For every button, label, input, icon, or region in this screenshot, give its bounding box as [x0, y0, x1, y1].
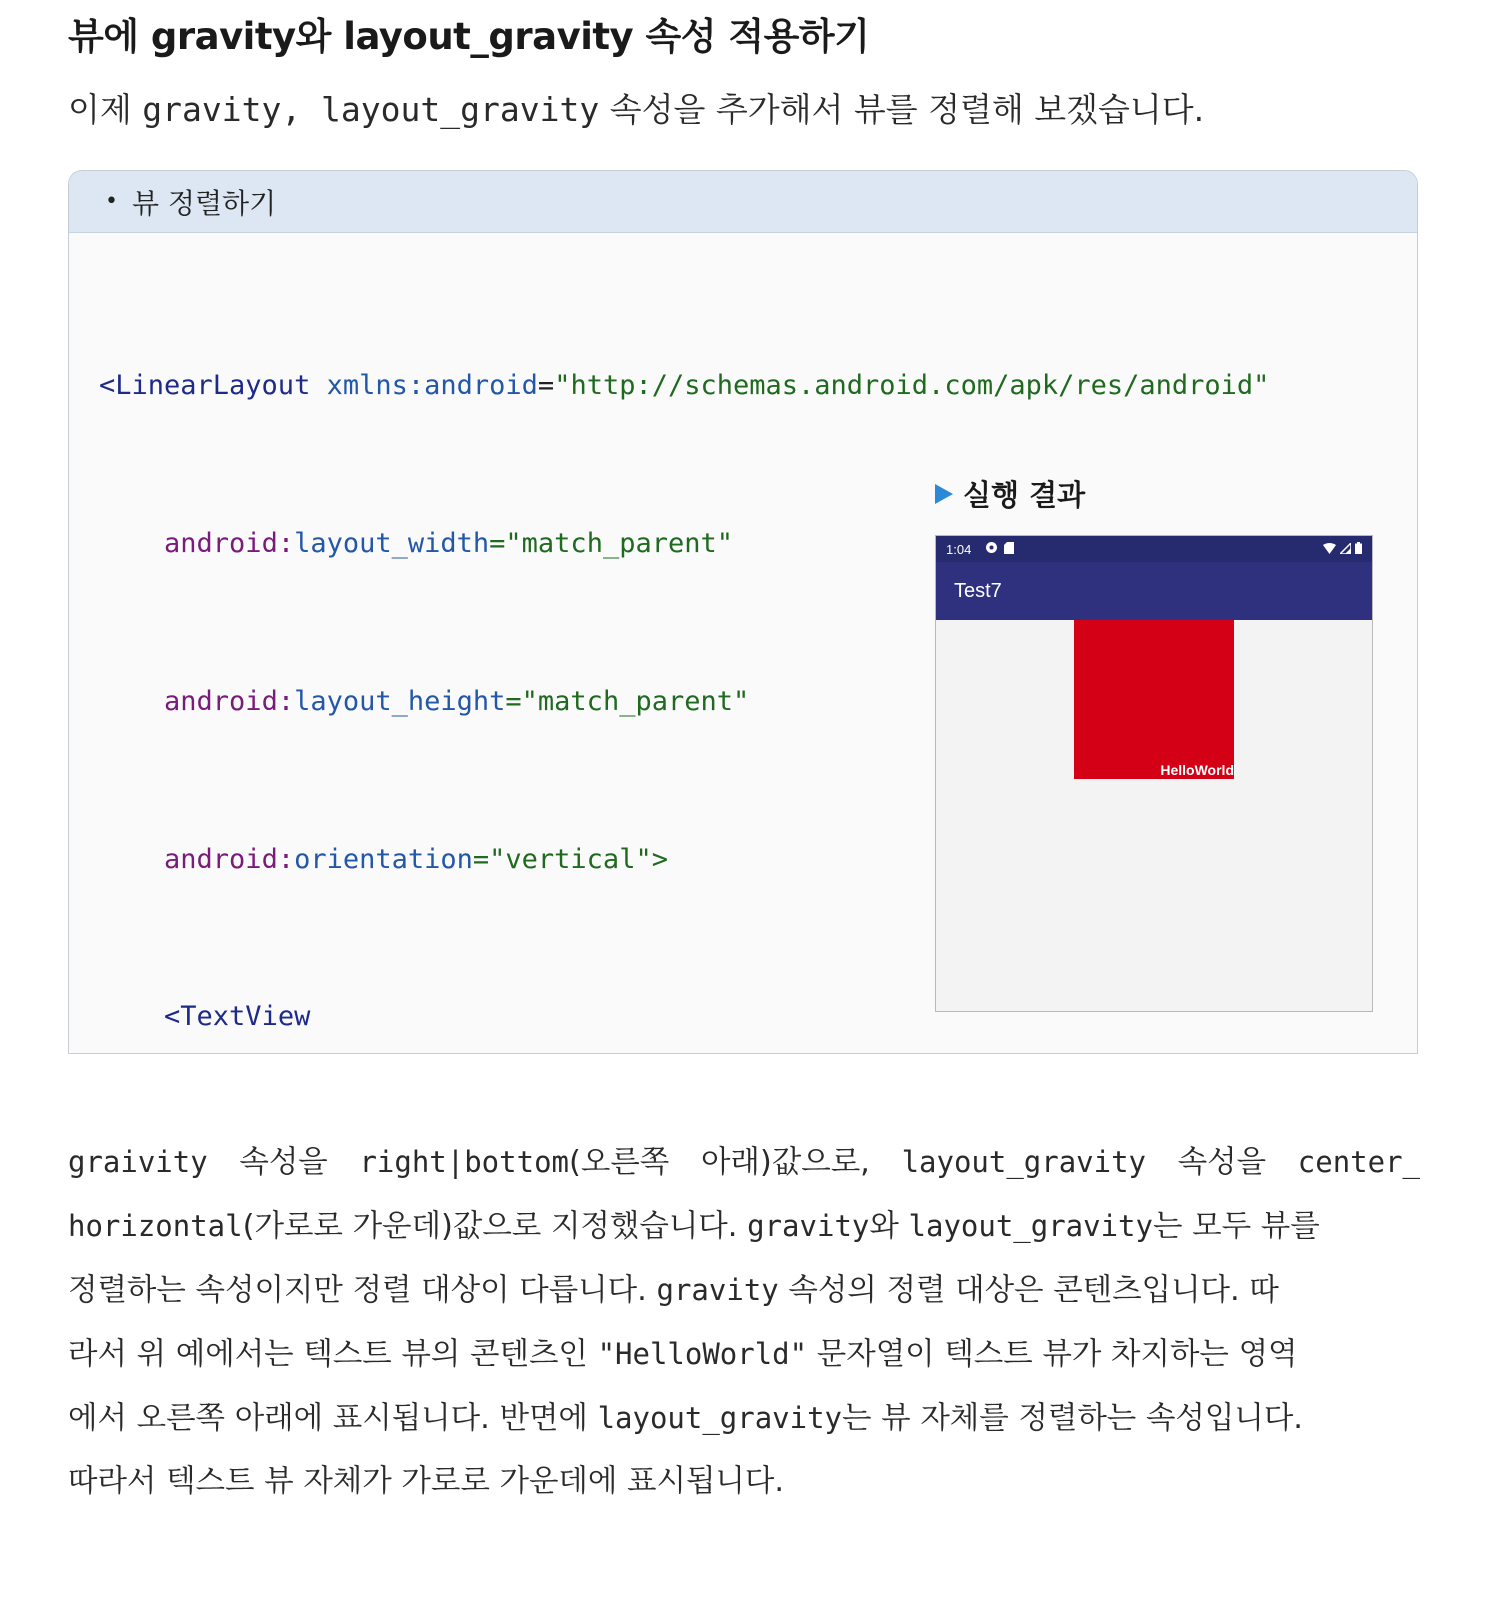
- bullet-icon: •: [105, 189, 118, 214]
- code-box-title: 뷰 정렬하기: [131, 186, 277, 220]
- inline-code: "HelloWorld": [597, 1337, 808, 1371]
- text: 문자열이 텍스트 뷰가 차지하는 영역: [807, 1337, 1298, 1372]
- text: 에서 오른쪽 아래에 표시됩니다. 반면에: [68, 1401, 598, 1436]
- status-bar: [936, 536, 1372, 562]
- code-value: ="vertical">: [472, 843, 668, 875]
- text: 는 모두 뷰를: [1152, 1209, 1320, 1244]
- text: 정렬하는 속성이지만 정렬 대상이 다릅니다.: [68, 1273, 657, 1308]
- battery-icon: [1355, 542, 1362, 557]
- gear-icon: [985, 541, 998, 557]
- code-value: "http://schemas.android.com/apk/res/android": [554, 370, 1270, 402]
- signal-icon: [1340, 542, 1351, 557]
- code-ns: android:: [164, 685, 295, 717]
- text-view-label: HelloWorld: [1160, 762, 1234, 778]
- text: 속성의 정렬 대상은 콘텐츠입니다. 따: [778, 1273, 1279, 1308]
- inline-code: horizontal: [68, 1209, 243, 1243]
- inline-code: graivity: [68, 1145, 208, 1179]
- text: (오른쪽 아래)값으로,: [568, 1145, 902, 1180]
- code-value: ="match_parent": [489, 527, 733, 559]
- status-icons: [1323, 542, 1362, 557]
- inline-code: center_: [1297, 1145, 1421, 1179]
- result-label-text: 실행 결과: [963, 478, 1086, 512]
- code-attr: layout_height: [294, 685, 506, 717]
- status-time: 1:04: [946, 541, 972, 557]
- inline-code: layout_gravity: [597, 1401, 843, 1435]
- app-title: Test7: [954, 579, 1002, 602]
- page-title: 뷰에 gravity와 layout_gravity 속성 적용하기: [68, 15, 870, 58]
- paragraph-line: [68, 1322, 1420, 1386]
- text-view-red: [1074, 620, 1234, 779]
- intro-text: 이제: [68, 90, 143, 129]
- paragraph-line: [68, 1194, 1420, 1258]
- code-punct: =: [537, 370, 555, 402]
- text: (가로로 가운데)값으로 지정했습니다.: [242, 1209, 748, 1244]
- result-label: [935, 473, 1085, 514]
- code-box-header: [69, 171, 1417, 233]
- triangle-right-icon: [935, 484, 953, 504]
- inline-code: gravity: [656, 1273, 779, 1307]
- explanation-paragraph: [68, 1130, 1420, 1514]
- wifi-icon: [1323, 542, 1336, 557]
- intro-code: gravity, layout_gravity: [142, 90, 600, 129]
- app-bar: [936, 562, 1372, 620]
- inline-code: layout_gravity: [901, 1145, 1147, 1179]
- sd-card-icon: [1004, 542, 1014, 557]
- code-line: [99, 360, 1269, 413]
- code-tag: <TextView: [164, 1001, 311, 1033]
- code-attr: orientation: [294, 843, 473, 875]
- paragraph-line: [68, 1450, 1420, 1514]
- code-ns: android:: [164, 843, 295, 875]
- inline-code: right|bottom: [359, 1145, 569, 1179]
- inline-code: layout_gravity: [908, 1209, 1153, 1243]
- intro-paragraph: [68, 84, 1204, 131]
- code-ns: android:: [164, 527, 295, 559]
- intro-text-end: 속성을 추가해서 뷰를 정렬해 보겠습니다.: [599, 90, 1205, 129]
- text: 와: [869, 1209, 909, 1244]
- code-tag: <LinearLayout: [99, 370, 311, 402]
- text: 는 뷰 자체를 정렬하는 속성입니다.: [842, 1401, 1303, 1436]
- phone-screenshot: [935, 535, 1373, 1012]
- paragraph-line: [68, 1258, 1420, 1322]
- code-value: ="match_parent": [505, 685, 750, 717]
- code-example-box: [68, 170, 1418, 1054]
- paragraph-line: [68, 1386, 1420, 1450]
- inline-code: gravity: [747, 1209, 870, 1243]
- text: 속성을: [1146, 1145, 1298, 1180]
- text: 라서 위 예에서는 텍스트 뷰의 콘텐츠인: [68, 1337, 598, 1372]
- code-attr: xmlns:android: [326, 370, 538, 402]
- text: 속성을: [207, 1145, 360, 1180]
- text: 따라서 텍스트 뷰 자체가 가로로 가운데에 표시됩니다.: [68, 1464, 785, 1499]
- paragraph-line: [68, 1130, 1420, 1194]
- code-attr: layout_width: [294, 527, 490, 559]
